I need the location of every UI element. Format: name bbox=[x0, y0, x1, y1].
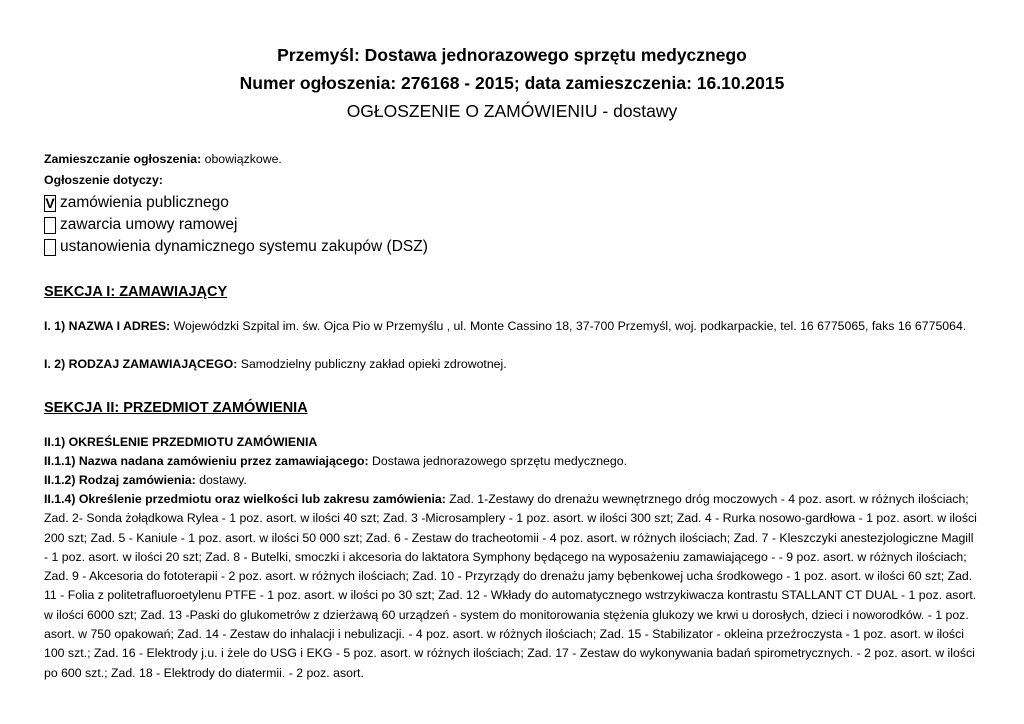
announcement-type: OGŁOSZENIE O ZAMÓWIENIU - dostawy bbox=[346, 101, 678, 121]
section-1-heading: SEKCJA I: ZAMAWIAJĄCY bbox=[44, 284, 228, 300]
checkbox-public-order[interactable]: V bbox=[45, 194, 55, 211]
section-1-type bbox=[44, 355, 980, 374]
placement-label: Zamieszczanie ogłoszenia: bbox=[44, 152, 202, 166]
order-scope-label: II.1.4) Określenie przedmiotu oraz wielkości lub zakresu zamówienia: bbox=[44, 492, 446, 506]
order-name-label: II.1.1) Nazwa nadana zamówieniu przez zamawiającego: bbox=[44, 454, 369, 468]
name-address-value: Wojewódzki Szpital im. św. Ojca Pio w Przemyślu , ul. Monte Cassino 18, 37-700 Przemyśl, woj. podkarpackie, tel. 16 6775065, faks 16 6775064. bbox=[173, 319, 967, 333]
option-public-order[interactable] bbox=[44, 193, 229, 213]
option-framework-agreement[interactable] bbox=[44, 215, 237, 235]
order-scope-value: Zad. 1-Zestawy do drenażu wewnętrznego dróg moczowych - 4 poz. asort. w różnych ilościach; Zad. 2- Sonda żołądkowa Rylea - 1 poz. asort. w ilości 40 szt; Zad. 3 -Microsamplery - 1 poz. asort. w ilości 300 szt; Zad. 4 - Rurka nosowo-gardłowa - 1 poz. asort. w ilości 200 szt; Zad. 5 - Kaniule - 1 poz. asort. w ilości 50 000 szt; Zad. 6 - Zestaw do tracheotomii - 4 poz. asort. w różnych ilościach; Zad. 7 - Kleszczyki anestezjologiczne Magill - 1 poz. asort. w ilości 20 szt; Zad. 8 - Butelki, smoczki i akcesoria do laktatora Symphony będącego na wyposażeniu zamawiającego - - 9 poz. asort. w różnych ilościach; Zad. 9 - Akcesoria do fototerapii - 2 poz. asort. w różnych ilościach; Zad. 10 - Przyrządy do drenażu jamy bębenkowej ucha środkowego - 1 poz. asort. w ilości 60 szt; Zad. 11 - Folia z politetrafluoroetylenu PTFE - 1 poz. asort. w ilości po 30 szt; Zad. 12 - Wkłady do automatycznego wstrzykiwacza kontrastu STALLANT CT DUAL - 1 poz. asort. w ilości 6000 szt; Zad. 13 -Paski do glukometrów z dzierżawą 60 urządzeń - system do monitorowania stężenia glukozy we krwi u dorosłych, dzieci i noworodków. - 1 poz. asort. w 750 opakowań; Zad. 14 - Zestaw do inhalacji i nebulizacji. - 4 poz. asort. w różnych ilościach; Zad. 15 - Stabilizator - okleina przeźroczysta - 1 poz. asort. w ilości 100 szt.; Zad. 16 - Elektrody j.u. i żele do USG i EKG - 5 poz. asort. w różnych ilościach; Zad. 17 - Zestaw do wykonywania badań spirometrycznych. - 2 poz. asort. w ilości po 600 szt.; Zad. 18 - Elektrody do diatermii. - 2 poz. asort. bbox=[44, 492, 977, 680]
option-label: zamówienia publicznego bbox=[60, 194, 229, 211]
order-name-line bbox=[44, 452, 980, 471]
placement-line bbox=[44, 150, 980, 169]
option-label: zawarcia umowy ramowej bbox=[60, 216, 238, 233]
section-2-subheading: II.1) OKREŚLENIE PRZEDMIOTU ZAMÓWIENIA bbox=[44, 435, 318, 449]
concerns-label: Ogłoszenie dotyczy: bbox=[44, 173, 163, 187]
document-title: Przemyśl: Dostawa jednorazowego sprzętu medycznego bbox=[277, 45, 747, 65]
section-1-name-address bbox=[44, 317, 980, 336]
checkbox-dsz[interactable] bbox=[44, 239, 56, 256]
checkbox-framework-agreement[interactable] bbox=[44, 217, 56, 234]
option-dsz[interactable] bbox=[44, 237, 428, 257]
order-scope-paragraph bbox=[44, 490, 980, 683]
name-address-label: I. 1) NAZWA I ADRES: bbox=[44, 319, 171, 333]
ordering-type-label: I. 2) RODZAJ ZAMAWIAJĄCEGO: bbox=[44, 357, 238, 371]
announcement-number: Numer ogłoszenia: 276168 - 2015; data zamieszczenia: 16.10.2015 bbox=[239, 73, 785, 93]
order-kind-value: dostawy. bbox=[199, 473, 247, 487]
option-label: ustanowienia dynamicznego systemu zakupów (DSZ) bbox=[60, 238, 428, 255]
order-name-value: Dostawa jednorazowego sprzętu medycznego. bbox=[372, 454, 627, 468]
order-kind-label: II.1.2) Rodzaj zamówienia: bbox=[44, 473, 196, 487]
section-2-heading: SEKCJA II: PRZEDMIOT ZAMÓWIENIA bbox=[44, 400, 308, 416]
order-kind-line bbox=[44, 471, 980, 490]
placement-value: obowiązkowe. bbox=[204, 152, 282, 166]
ordering-type-value: Samodzielny publiczny zakład opieki zdrowotnej. bbox=[240, 357, 507, 371]
